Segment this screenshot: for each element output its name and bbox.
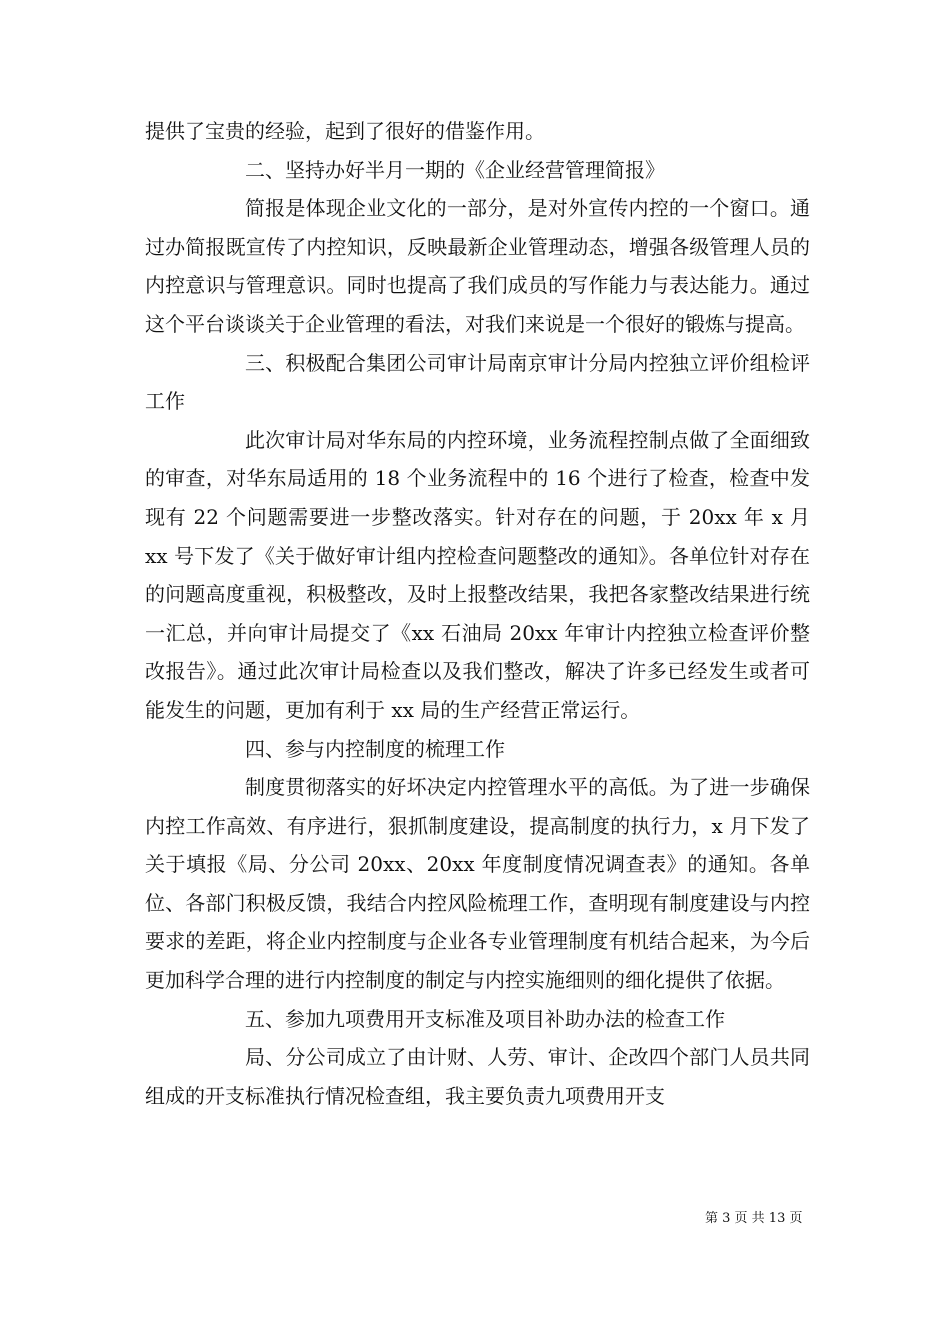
section-heading-4: 四、参与内控制度的梳理工作 — [245, 736, 505, 761]
section-heading-2: 二、坚持办好半月一期的《企业经营管理简报》 — [245, 157, 665, 182]
paragraph-briefing: 简报是体现企业文化的一部分，是对外宣传内控的一个窗口。通过办简报既宣传了内控知识，反映最新企业管理动态，增强各级管理人员的内控意识与管理意识。同时也提高了我们成员的写作能力与表达能力。通过这个平台谈谈关于企业管理的看法，对我们来说是一个很好的锻炼与提高。 — [145, 196, 810, 336]
paragraph-regulations: 制度贯彻落实的好坏决定内控管理水平的高低。为了进一步确保内控工作高效、有序进行，狠抓制度建设，提高制度的执行力，x 月下发了关于填报《局、分公司 20xx、20xx 年度制度情况调查表》的通知。各单位、各部门积极反馈，我结合内控风险梳理工作，查明现有制度建设与内控要求的差距，将企业内控制度与企业各专业管理制度有机结合起来，为今后更加科学合理的进行内控制度的制定与内控实施细则的细化提供了依据。 — [145, 775, 810, 993]
paragraph-audit: 此次审计局对华东局的内控环境，业务流程控制点做了全面细致的审查，对华东局适用的 18 个业务流程中的 16 个进行了检查，检查中发现有 22 个问题需要进一步整改落实。针对存在的问题，于 20xx 年 x 月 xx 号下发了《关于做好审计组内控检查问题整改的通知》。各单位针对存在的问题高度重视，积极整改，及时上报整改结果，我把各家整改结果进行统一汇总，并向审计局提交了《xx 石油局 20xx 年审计内控独立检查评价整改报告》。通过此次审计局检查以及我们整改，解决了许多已经发生或者可能发生的问题，更加有利于 xx 局的生产经营正常运行。 — [145, 427, 810, 722]
paragraph-inspection: 局、分公司成立了由计财、人劳、审计、企改四个部门人员共同组成的开支标准执行情况检查组，我主要负责九项费用开支 — [145, 1045, 810, 1108]
document-body — [145, 112, 810, 1115]
paragraph-continuation: 提供了宝贵的经验，起到了很好的借鉴作用。 — [145, 119, 545, 143]
page-number-footer: 第 3 页 共 13 页 — [705, 1211, 803, 1226]
section-heading-3: 三、积极配合集团公司审计局南京审计分局内控独立评价组检评工作 — [145, 350, 810, 414]
section-heading-5: 五、参加九项费用开支标准及项目补助办法的检查工作 — [245, 1006, 725, 1031]
